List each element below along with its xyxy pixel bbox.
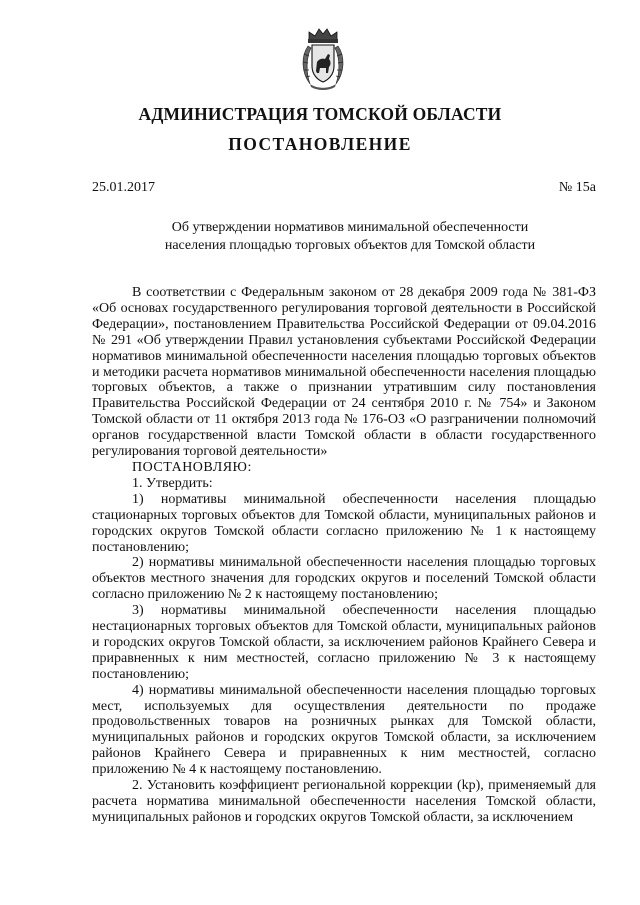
decree-word: ПОСТАНОВЛЯЮ:: [132, 459, 252, 475]
item-1-2: 2) нормативы минимальной обеспеченности населения площадью торговых объектов местного значения для городских округов и поселений Томской области согласно приложению № 2 к настоящему постановлению;: [92, 555, 596, 603]
document-date: 25.01.2017: [92, 180, 155, 195]
document-type: ПОСТАНОВЛЕНИЕ: [228, 134, 412, 154]
tomsk-coat-of-arms-icon: [300, 26, 346, 92]
document-body: [92, 285, 596, 826]
subject-line-1: Об утверждении нормативов минимальной обеспеченности: [171, 220, 529, 235]
item-2: 2. Установить коэффициент региональной коррекции (kр), применяемый для расчета норматива минимальной обеспеченности населения Томской области, муниципальных районов и городских округов Томской области, за исключением: [92, 778, 596, 825]
document-number: № 15а: [558, 180, 596, 195]
item-1-4: 4) нормативы минимальной обеспеченности населения площадью торговых мест, используемых для осуществления деятельности по продаже продовольственных товаров на розничных рынках для Томской области, муниципальных районов и городских округов Томской области, за исключением районов Крайнего Севера и приравненных к ним местностей, согласно приложению № 4 к настоящему постановлению.: [92, 682, 596, 778]
item-1-3: 3) нормативы минимальной обеспеченности населения площадью нестационарных торговых объектов для Томской области, муниципальных районов и городских округов Томской области, за исключением районов Крайнего Севера и приравненных к ним местностей, согласно приложению № 3 к настоящему постановлению;: [92, 603, 596, 682]
preamble-paragraph: В соответствии с Федеральным законом от 28 декабря 2009 года № 381-ФЗ «Об основах государственного регулирования торговой деятельности в Российской Федерации», постановлением Правительства Российской Федерации от 09.04.2016 № 291 «Об утверждении Правил установления субъектами Российской Федерации нормативов минимальной обеспеченности населения площадью торговых объектов и методики расчета нормативов минимальной обеспеченности населения площадью торговых объектов, а также о признании утратившим силу постановления Правительства Российской Федерации от 24 сентября 2010 г. № 754» и Законом Томской области от 11 октября 2013 года № 176-ОЗ «О разграничении полномочий органов государственной власти Томской области в области государственного регулирования торговой деятельности»: [92, 285, 596, 460]
organization-title: АДМИНИСТРАЦИЯ ТОМСКОЙ ОБЛАСТИ: [138, 104, 502, 124]
document-subject: [60, 219, 640, 255]
subject-line-2: населения площадью торговых объектов для Томской области: [164, 238, 536, 253]
item-1-1: 1) нормативы минимальной обеспеченности населения площадью стационарных торговых объектов для Томской области, муниципальных районов и городских округов Томской области согласно приложению № 1 к настоящему постановлению;: [92, 491, 596, 555]
item-1: 1. Утвердить:: [132, 475, 213, 491]
